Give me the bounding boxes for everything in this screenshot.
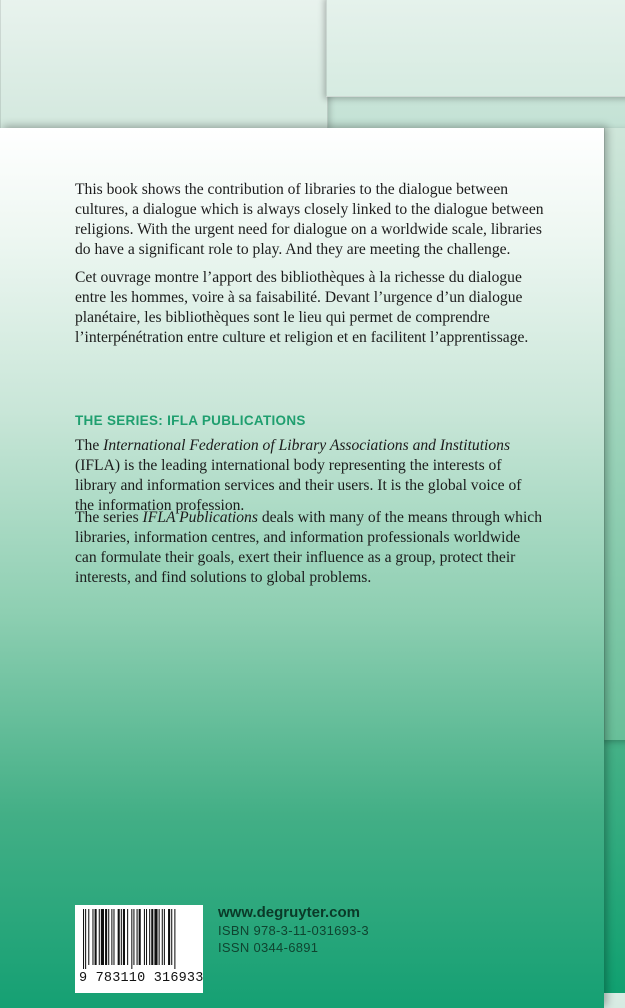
barcode-bar — [159, 909, 160, 965]
isbn-number: ISBN 978-3-11-031693-3 — [218, 923, 369, 938]
barcode-bar — [127, 909, 128, 965]
ifla-organization-name: International Federation of Library Associations and Institutions — [103, 437, 511, 454]
barcode-bar — [108, 909, 109, 965]
publisher-info — [218, 903, 369, 956]
blurb-english — [75, 180, 550, 260]
blurb-english-line: religions. With the urgent need for dialogue on a worldwide scale, libraries — [75, 221, 542, 238]
barcode-bar — [171, 909, 172, 965]
barcode-bars — [83, 909, 195, 969]
barcode-bar — [99, 909, 100, 965]
series-line: library and information services and their users. It is the global voice of — [75, 477, 522, 494]
series-line: (IFLA) is the leading international body representing the interests of — [75, 457, 502, 474]
series-line — [75, 436, 555, 456]
barcode-bar — [111, 909, 112, 965]
barcode-bar — [174, 909, 175, 969]
background-panel-right-edge — [604, 128, 625, 740]
barcode-bar — [121, 909, 122, 965]
barcode-bar — [101, 909, 104, 965]
barcode-bar — [85, 909, 86, 969]
series-line: libraries, information centres, and information professionals worldwide — [75, 529, 521, 546]
blurb-french — [75, 268, 550, 348]
barcode-digits: 9 783110 316933 — [79, 971, 204, 986]
barcode-bar — [151, 909, 153, 965]
blurb-french-line: l’interpénétration entre culture et religion et en facilitent l’apprentissage. — [75, 329, 529, 346]
series-description-ifla — [75, 436, 555, 516]
isbn-barcode — [75, 905, 203, 993]
barcode-bar — [137, 909, 138, 965]
barcode-bar — [146, 909, 147, 965]
issn-number: ISSN 0344-6891 — [218, 940, 319, 955]
series-prefix: The series — [75, 509, 143, 526]
series-line: can formulate their goals, exert their influence as a group, protect their — [75, 549, 516, 566]
barcode-bar — [95, 909, 97, 965]
barcode-bar — [162, 909, 163, 965]
blurb-english-line: This book shows the contribution of libraries to the dialogue between — [75, 181, 509, 198]
series-name: IFLA Publications — [142, 509, 258, 526]
blurb-english-line: do have a significant role to play. And they are meeting the challenge. — [75, 241, 511, 258]
background-panel-top-right — [326, 0, 625, 97]
barcode-bar — [113, 909, 114, 965]
barcode-bar — [168, 909, 170, 965]
barcode-bar — [105, 909, 107, 965]
series-line: the information profession. — [75, 497, 245, 514]
barcode-bar — [139, 909, 141, 965]
series-rest: deals with many of the means through which — [257, 509, 543, 526]
series-heading: THE SERIES: IFLA PUBLICATIONS — [75, 413, 306, 428]
series-line — [75, 508, 555, 528]
barcode-bar — [83, 909, 84, 969]
blurb-french-line: planétaire, les bibliothèques sont le lieu qui permet de comprendre — [75, 309, 490, 326]
barcode-bar — [118, 909, 120, 965]
barcode-bar — [144, 909, 145, 965]
background-panel-top-left — [0, 0, 328, 128]
barcode-bar — [131, 909, 132, 969]
barcode-bar — [123, 909, 125, 965]
series-description-publications — [75, 508, 555, 588]
barcode-bar — [149, 909, 150, 965]
series-line: interests, and find solutions to global problems. — [75, 569, 372, 586]
blurb-english-line: cultures, a dialogue which is always closely linked to the dialogue between — [75, 201, 544, 218]
blurb-french-line: entre les hommes, voire à sa faisabilité. Devant l’urgence d’un dialogue — [75, 289, 523, 306]
barcode-bar — [92, 909, 93, 965]
publisher-url: www.degruyter.com — [218, 904, 360, 921]
barcode-bar — [133, 909, 134, 965]
barcode-bar — [154, 909, 157, 965]
series-prefix: The — [75, 437, 104, 454]
blurb-french-line: Cet ouvrage montre l’apport des bibliothèques à la richesse du dialogue — [75, 269, 522, 286]
barcode-bar — [164, 909, 165, 965]
barcode-bar — [88, 909, 89, 965]
